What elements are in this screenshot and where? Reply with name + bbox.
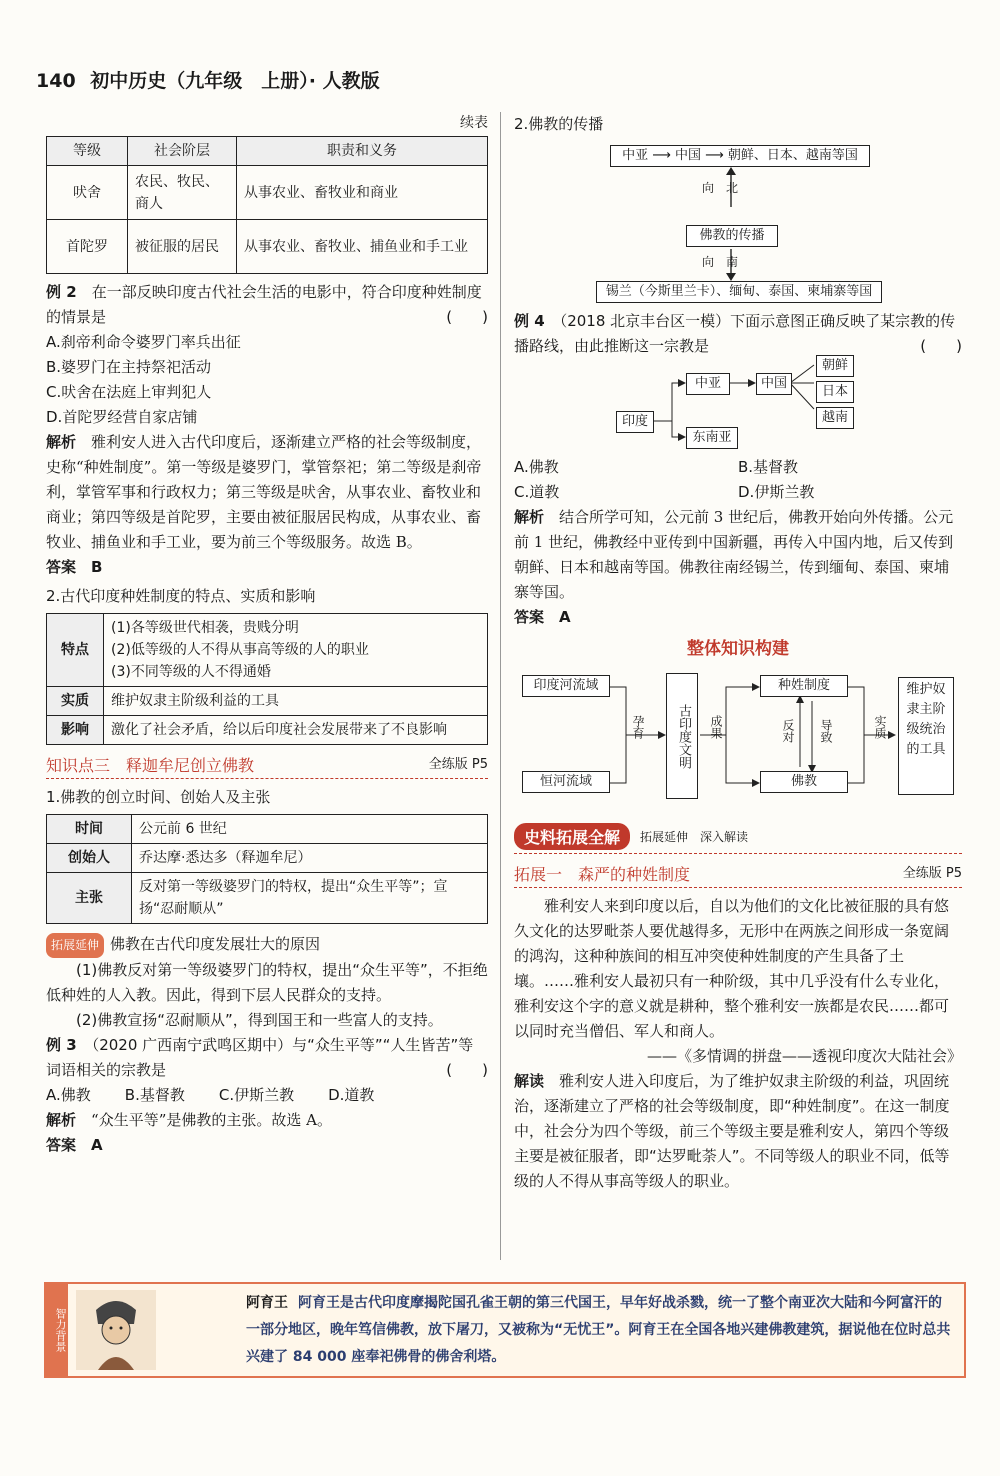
section-title: 2.古代印度种姓制度的特点、实质和影响 bbox=[46, 587, 316, 605]
table-cell: 维护奴隶主阶级利益的工具 bbox=[104, 687, 488, 716]
source-text: 雅利安人来到印度以后，自以为他们的文化比被征服的具有悠久文化的达罗毗荼人要优越得多，无形中在两族之间形成一条宽阔的鸿沟，这种种族间的相互冲突使种姓制度的产生具备了土壤。……雅利安人最初只有一种阶级，其中几乎没有什么专业化，雅利安这个字的意义就是耕种，整个雅利安一族都是农民……都可以同时充当僧侣、军人和商人。 bbox=[514, 897, 950, 1040]
right-column bbox=[514, 112, 962, 1194]
spread-diagram bbox=[514, 137, 962, 305]
overall-box-ganges: 恒河流域 bbox=[522, 771, 610, 793]
route-destination: 日本 bbox=[816, 381, 854, 403]
example-label: 例 2 bbox=[46, 283, 77, 301]
option: B.婆罗门在主持祭祀活动 bbox=[46, 358, 212, 376]
option: A.刹帝利命令婆罗门率兵出征 bbox=[46, 333, 241, 351]
example-2 bbox=[46, 280, 488, 580]
south-label: 向 南 bbox=[702, 255, 739, 269]
overall-box-indus: 印度河流域 bbox=[522, 675, 610, 697]
route-arrows bbox=[514, 359, 962, 455]
left-column bbox=[46, 112, 488, 1158]
analysis-label: 解析 bbox=[514, 508, 545, 526]
table-row bbox=[47, 166, 488, 220]
overall-title: 整体知识构建 bbox=[687, 639, 789, 659]
example-label: 例 4 bbox=[514, 312, 545, 330]
spread-bottom-box: 锡兰（今斯里兰卡）、缅甸、泰国、柬埔寨等国 bbox=[596, 281, 882, 303]
table-row bbox=[47, 220, 488, 274]
answer-value: A bbox=[91, 1136, 103, 1154]
analysis-text: “众生平等”是佛教的主张。故选 A。 bbox=[91, 1111, 332, 1129]
continue-label: 续表 bbox=[460, 115, 488, 131]
route-node: 中亚 bbox=[686, 373, 730, 395]
route-destination: 越南 bbox=[816, 407, 854, 429]
table-header: 社会阶层 bbox=[128, 137, 237, 166]
answer-paren: ( ) bbox=[446, 1061, 488, 1079]
caste-table bbox=[46, 136, 488, 274]
table-cell: 激化了社会矛盾，给以后印度社会发展带来了不良影响 bbox=[104, 716, 488, 745]
page-number: 140 bbox=[36, 70, 76, 92]
answer-label: 答案 bbox=[46, 558, 77, 576]
overall-box-essence: 维护奴隶主阶级统治的工具 bbox=[898, 677, 954, 795]
ashoka-portrait-image bbox=[76, 1290, 156, 1370]
spread-arrows bbox=[514, 137, 962, 305]
table-row bbox=[47, 687, 488, 716]
route-origin: 印度 bbox=[616, 411, 654, 433]
option: B.基督教 bbox=[738, 458, 799, 476]
knowledge-point-3 bbox=[46, 753, 488, 779]
option: D.首陀罗经营自家店铺 bbox=[46, 408, 198, 426]
background-box bbox=[44, 1282, 966, 1378]
extension-paragraph: (2)佛教宣扬“忍耐顺从”，得到国王和一些富人的支持。 bbox=[76, 1011, 443, 1029]
answer-paren: ( ) bbox=[920, 337, 962, 355]
source-citation: ——《多情调的拼盘——透视印度次大陆社会》 bbox=[646, 1047, 962, 1065]
table-cell: 反对第一等级婆罗门的特权，提出“众生平等”；宣扬“忍耐顺从” bbox=[132, 873, 488, 924]
route-destination: 朝鲜 bbox=[816, 355, 854, 377]
answer-value: B bbox=[91, 558, 103, 576]
table-row bbox=[47, 716, 488, 745]
table-row bbox=[47, 873, 488, 924]
option: C.伊斯兰教 bbox=[218, 1086, 295, 1104]
page-header bbox=[36, 66, 380, 93]
extension-paragraph: (1)佛教反对第一等级婆罗门的特权，提出“众生平等”，不拒绝低种姓的人入教。因此，得到下层人民群众的支持。 bbox=[46, 961, 488, 1004]
table-cell: 公元前 6 世纪 bbox=[132, 815, 488, 844]
option: C.道教 bbox=[514, 483, 560, 501]
overall-diagram bbox=[514, 663, 962, 813]
label-essence: 实质 bbox=[873, 715, 887, 739]
table-cell: 吠舍 bbox=[47, 166, 128, 220]
extension-title: 佛教在古代印度发展壮大的原因 bbox=[110, 935, 321, 953]
overall-box-civilization: 古印度文明 bbox=[666, 673, 698, 799]
option: A.佛教 bbox=[46, 1086, 91, 1104]
example-label: 例 3 bbox=[46, 1036, 77, 1054]
table-header: 等级 bbox=[47, 137, 128, 166]
table-cell: 时间 bbox=[47, 815, 132, 844]
table-cell: 主张 bbox=[47, 873, 132, 924]
kp-title: 知识点三 释迦牟尼创立佛教 bbox=[46, 756, 255, 775]
route-node: 中国 bbox=[756, 373, 792, 395]
answer-paren: ( ) bbox=[446, 308, 488, 326]
kp-ref: 全练版 P5 bbox=[428, 757, 488, 772]
book-title: 初中历史（九年级 上册）· 人教版 bbox=[90, 70, 380, 92]
reading-label: 解读 bbox=[514, 1072, 545, 1090]
extension-tag: 拓展延伸 bbox=[46, 933, 104, 958]
overall-box-buddhism: 佛教 bbox=[760, 771, 848, 793]
table-cell: 从事农业、畜牧业、捕鱼业和手工业 bbox=[237, 220, 488, 274]
table-cell: 实质 bbox=[47, 687, 104, 716]
overall-box-caste: 种姓制度 bbox=[760, 675, 848, 697]
label-lead: 导致 bbox=[819, 719, 833, 743]
reading-text: 雅利安人进入印度后，为了维护奴隶主阶级的利益，巩固统治，逐渐建立了严格的社会等级制度，即“种姓制度”。在这一制度中，社会分为四个等级，前三个等级主要是雅利安人，第四个等级主要是被征服者，即“达罗毗荼人”。不同等级人的职业不同，低等级的人不得从事高等级人的职业。 bbox=[514, 1072, 950, 1190]
answer-label: 答案 bbox=[46, 1136, 77, 1154]
table-cell: 被征服的居民 bbox=[128, 220, 237, 274]
answer-value: A bbox=[559, 608, 571, 626]
background-name: 阿育王 bbox=[246, 1295, 288, 1311]
label-oppose: 反对 bbox=[781, 719, 795, 743]
analysis-label: 解析 bbox=[46, 1111, 77, 1129]
table-cell: 从事农业、畜牧业和商业 bbox=[237, 166, 488, 220]
label-result: 成果 bbox=[709, 715, 723, 739]
analysis-label: 解析 bbox=[46, 433, 77, 451]
ext-ref: 全练版 P5 bbox=[902, 866, 962, 881]
north-label: 向 北 bbox=[702, 181, 739, 195]
example-stem: （2020 广西南宁武鸣区期中）与“众生平等”“人生皆苦”等词语相关的宗教是 bbox=[46, 1036, 474, 1079]
column-divider bbox=[500, 112, 501, 1260]
banner-title: 史料拓展全解 bbox=[514, 823, 630, 850]
table-cell: 特点 bbox=[47, 614, 104, 687]
example-stem: （2018 北京丰台区一模）下面示意图正确反映了某宗教的传播路线，由此推断这一宗教是 bbox=[514, 312, 956, 355]
section-title: 2.佛教的传播 bbox=[514, 115, 604, 133]
feature-item: (1)各等级世代相袭，贵贱分明 bbox=[111, 620, 299, 636]
background-body: 阿育王是古代印度摩揭陀国孔雀王朝的第三代国王，早年好战杀戮，统一了整个南亚次大陆和今阿富汗的一部分地区，晚年笃信佛教，放下屠刀，又被称为“无忧王”。阿育王在全国各地兴建佛教建筑，据说他在位时总共兴建了 84 000 座奉祀佛骨的佛舍利塔。 bbox=[246, 1295, 951, 1365]
option: A.佛教 bbox=[514, 458, 559, 476]
background-strip: 智力背景 bbox=[46, 1284, 68, 1376]
table-cell: 乔达摩·悉达多（释迦牟尼） bbox=[132, 844, 488, 873]
section-title: 1.佛教的创立时间、创始人及主张 bbox=[46, 788, 271, 806]
table-cell: 农民、牧民、商人 bbox=[128, 166, 237, 220]
table-row bbox=[47, 815, 488, 844]
feature-item: (3)不同等级的人不得通婚 bbox=[111, 664, 271, 680]
table-cell: 影响 bbox=[47, 716, 104, 745]
label-cradle: 孕育 bbox=[631, 715, 645, 739]
spread-center-box: 佛教的传播 bbox=[686, 225, 778, 247]
analysis-text: 结合所学可知，公元前 3 世纪后，佛教开始向外传播。公元前 1 世纪，佛教经中亚传到中国新疆，再传入中国内地，后又传到朝鲜、日本和越南等国。佛教往南经锡兰，传到缅甸、泰国、柬埔寨等国。 bbox=[514, 508, 954, 601]
option: D.道教 bbox=[328, 1086, 375, 1104]
spread-top-box: 中亚 ⟶ 中国 ⟶ 朝鲜、日本、越南等国 bbox=[610, 145, 870, 167]
example-3 bbox=[46, 1033, 488, 1158]
table-row bbox=[47, 844, 488, 873]
route-node: 东南亚 bbox=[686, 427, 738, 449]
analysis-text: 雅利安人进入古代印度后，逐渐建立严格的社会等级制度，史称“种姓制度”。第一等级是婆罗门，掌管祭祀；第二等级是刹帝利，掌管军事和行政权力；第三等级是吠舍，从事农业、畜牧业和商业；第四等级是首陀罗，主要由被征服居民构成，从事农业、畜牧业、捕鱼业和手工业，要为前三个等级服务。故选 B。 bbox=[46, 433, 482, 551]
table-row bbox=[47, 614, 488, 687]
example-stem: 在一部反映印度古代社会生活的电影中，符合印度种姓制度的情景是 bbox=[46, 283, 482, 326]
history-banner bbox=[514, 823, 962, 854]
table-cell: 创始人 bbox=[47, 844, 132, 873]
background-text bbox=[246, 1290, 952, 1371]
extension-1 bbox=[514, 862, 962, 888]
table-header: 职责和义务 bbox=[237, 137, 488, 166]
banner-subtitle: 拓展延伸 深入解读 bbox=[640, 830, 749, 844]
ext-title: 拓展一 森严的种姓制度 bbox=[514, 865, 691, 884]
feature-item: (2)低等级的人不得从事高等级的人的职业 bbox=[111, 642, 369, 658]
buddha-table bbox=[46, 814, 488, 924]
option: B.基督教 bbox=[124, 1086, 185, 1104]
option: C.吠舍在法庭上审判犯人 bbox=[46, 383, 212, 401]
answer-label: 答案 bbox=[514, 608, 545, 626]
route-diagram bbox=[514, 359, 962, 455]
table-cell: 首陀罗 bbox=[47, 220, 128, 274]
feature-table bbox=[46, 613, 488, 745]
option: D.伊斯兰教 bbox=[738, 483, 815, 501]
example-4 bbox=[514, 309, 962, 630]
